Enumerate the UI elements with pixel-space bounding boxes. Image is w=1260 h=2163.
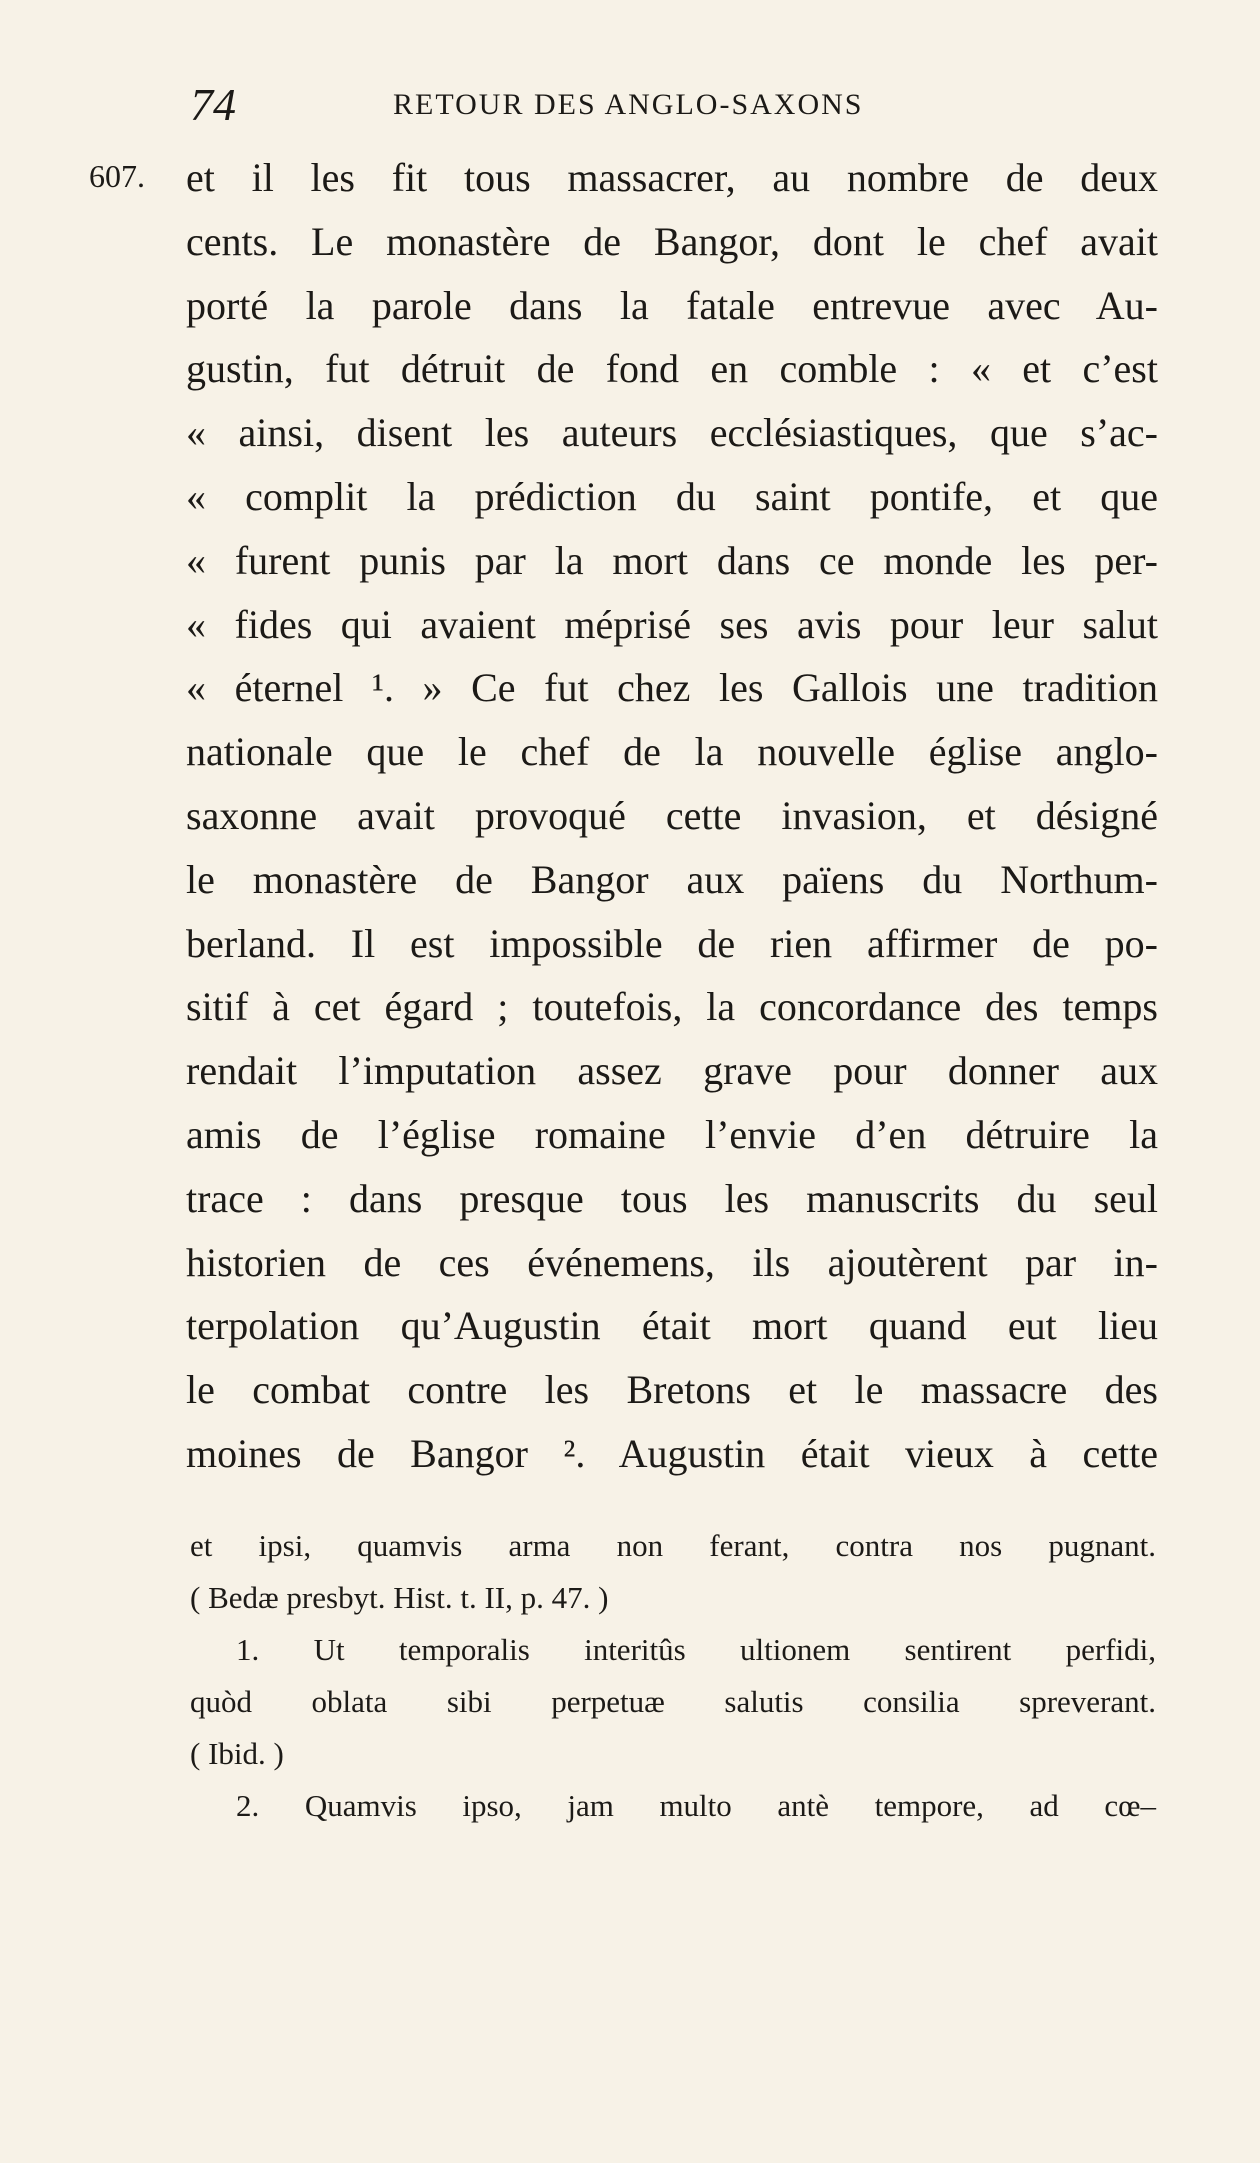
text-line: « complit la prédiction du saint pontife, et que xyxy=(186,473,1158,519)
page-number: 74 xyxy=(190,79,236,130)
text-line: « éternel ¹. » Ce fut chez les Gallois une tradition xyxy=(186,665,1158,711)
text-line: terpolation qu’Augustin était mort quand eut lieu xyxy=(186,1303,1158,1349)
footnote-line: ( Bedæ presbyt. Hist. t. II, p. 47. ) xyxy=(190,1580,609,1615)
text-line: le monastère de Bangor aux païens du Northum- xyxy=(186,856,1158,902)
text-line: rendait l’imputation assez grave pour donner aux xyxy=(186,1048,1158,1094)
text-line: sitif à cet égard ; toutefois, la concordance des temps xyxy=(186,984,1158,1030)
text-line: « ainsi, disent les auteurs ecclésiastiques, que s’ac- xyxy=(186,410,1158,456)
text-line: et il les fit tous massacrer, au nombre de deux xyxy=(186,155,1158,200)
text-line: cents. Le monastère de Bangor, dont le chef avait xyxy=(186,218,1158,264)
text-line: nationale que le chef de la nouvelle église anglo- xyxy=(186,729,1158,775)
text-line: gustin, fut détruit de fond en comble : « et c’est xyxy=(186,346,1158,392)
footnote-line: 1. Ut temporalis interitûs ultionem sentirent perfidi, xyxy=(236,1632,1156,1667)
text-line: porté la parole dans la fatale entrevue avec Au- xyxy=(186,282,1158,328)
text-line: trace : dans presque tous les manuscrits du seul xyxy=(186,1175,1158,1221)
text-line: le combat contre les Bretons et le massacre des xyxy=(186,1367,1158,1413)
running-title: RETOUR DES ANGLO-SAXONS xyxy=(393,88,864,121)
footnote-line: et ipsi, quamvis arma non ferant, contra nos pugnant. xyxy=(190,1528,1156,1563)
footnote-line: 2. Quamvis ipso, jam multo antè tempore, ad cœ– xyxy=(236,1788,1156,1823)
footnote-line: ( Ibid. ) xyxy=(190,1736,284,1771)
text-line: berland. Il est impossible de rien affirmer de po- xyxy=(186,920,1158,966)
page-header xyxy=(190,78,1150,128)
text-line: historien de ces événemens, ils ajoutèrent par in- xyxy=(186,1239,1158,1285)
margin-date-note: 607. xyxy=(89,158,145,194)
text-line: « furent punis par la mort dans ce monde les per- xyxy=(186,537,1158,583)
footnotes xyxy=(190,1520,1156,1832)
text-line: amis de l’église romaine l’envie d’en détruire la xyxy=(186,1111,1158,1157)
text-line: moines de Bangor ². Augustin était vieux à cette xyxy=(186,1430,1158,1476)
text-line: « fides qui avaient méprisé ses avis pour leur salut xyxy=(186,601,1158,647)
footnote-line: quòd oblata sibi perpetuæ salutis consilia spreverant. xyxy=(190,1684,1156,1719)
main-text xyxy=(186,146,1158,1486)
text-line: saxonne avait provoqué cette invasion, et désigné xyxy=(186,792,1158,838)
